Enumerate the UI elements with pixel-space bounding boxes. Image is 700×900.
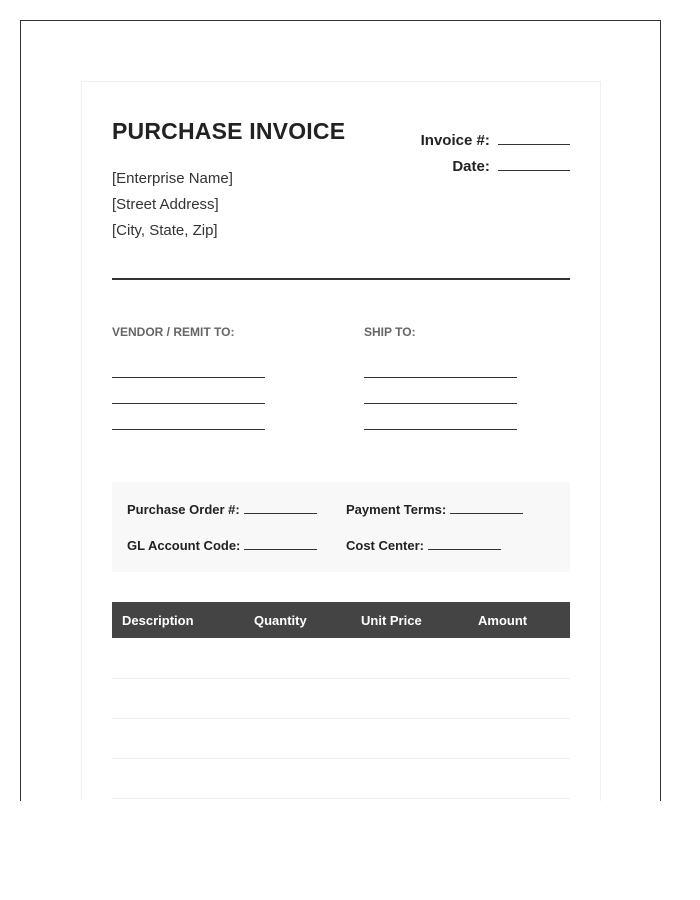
header-unit-price: Unit Price [361,613,422,628]
invoice-number-label: Invoice #: [420,132,490,149]
table-row[interactable] [112,719,570,759]
vendor-label: VENDOR / REMIT TO: [112,325,235,339]
purchase-order-blank[interactable] [244,513,317,514]
table-row[interactable] [112,639,570,679]
invoice-date-blank[interactable] [498,170,570,171]
table-row[interactable] [112,679,570,719]
header-divider [112,278,570,280]
payment-terms-label: Payment Terms: [346,502,447,517]
ship-to-line-2[interactable] [364,403,517,404]
cost-center-label: Cost Center: [346,538,425,553]
payment-terms-field[interactable] [346,502,523,517]
invoice-date-field[interactable] [452,158,570,175]
enterprise-city: [City, State, Zip] [112,222,218,239]
order-details-box [112,482,570,572]
vendor-line-2[interactable] [112,403,265,404]
ship-to-label: SHIP TO: [364,325,416,339]
ship-to-line-3[interactable] [364,429,517,430]
table-row[interactable] [112,759,570,799]
invoice-number-blank[interactable] [498,144,570,145]
invoice-date-label: Date: [452,158,490,175]
purchase-order-field[interactable] [127,502,317,517]
vendor-line-1[interactable] [112,377,265,378]
invoice-number-field[interactable] [421,132,570,149]
cost-center-field[interactable] [346,538,501,553]
vendor-line-3[interactable] [112,429,265,430]
gl-account-label: GL Account Code: [127,538,241,553]
purchase-order-label: Purchase Order #: [127,502,240,517]
header-description: Description [122,613,194,628]
payment-terms-blank[interactable] [450,513,523,514]
invoice-title: PURCHASE INVOICE [112,118,346,144]
cost-center-blank[interactable] [428,549,501,550]
items-table-header [112,602,570,638]
header-quantity: Quantity [254,613,307,628]
header-amount: Amount [478,613,528,628]
ship-to-line-1[interactable] [364,377,517,378]
enterprise-name: [Enterprise Name] [112,170,233,187]
gl-account-blank[interactable] [244,549,317,550]
gl-account-field[interactable] [127,538,317,553]
enterprise-street: [Street Address] [112,196,219,213]
